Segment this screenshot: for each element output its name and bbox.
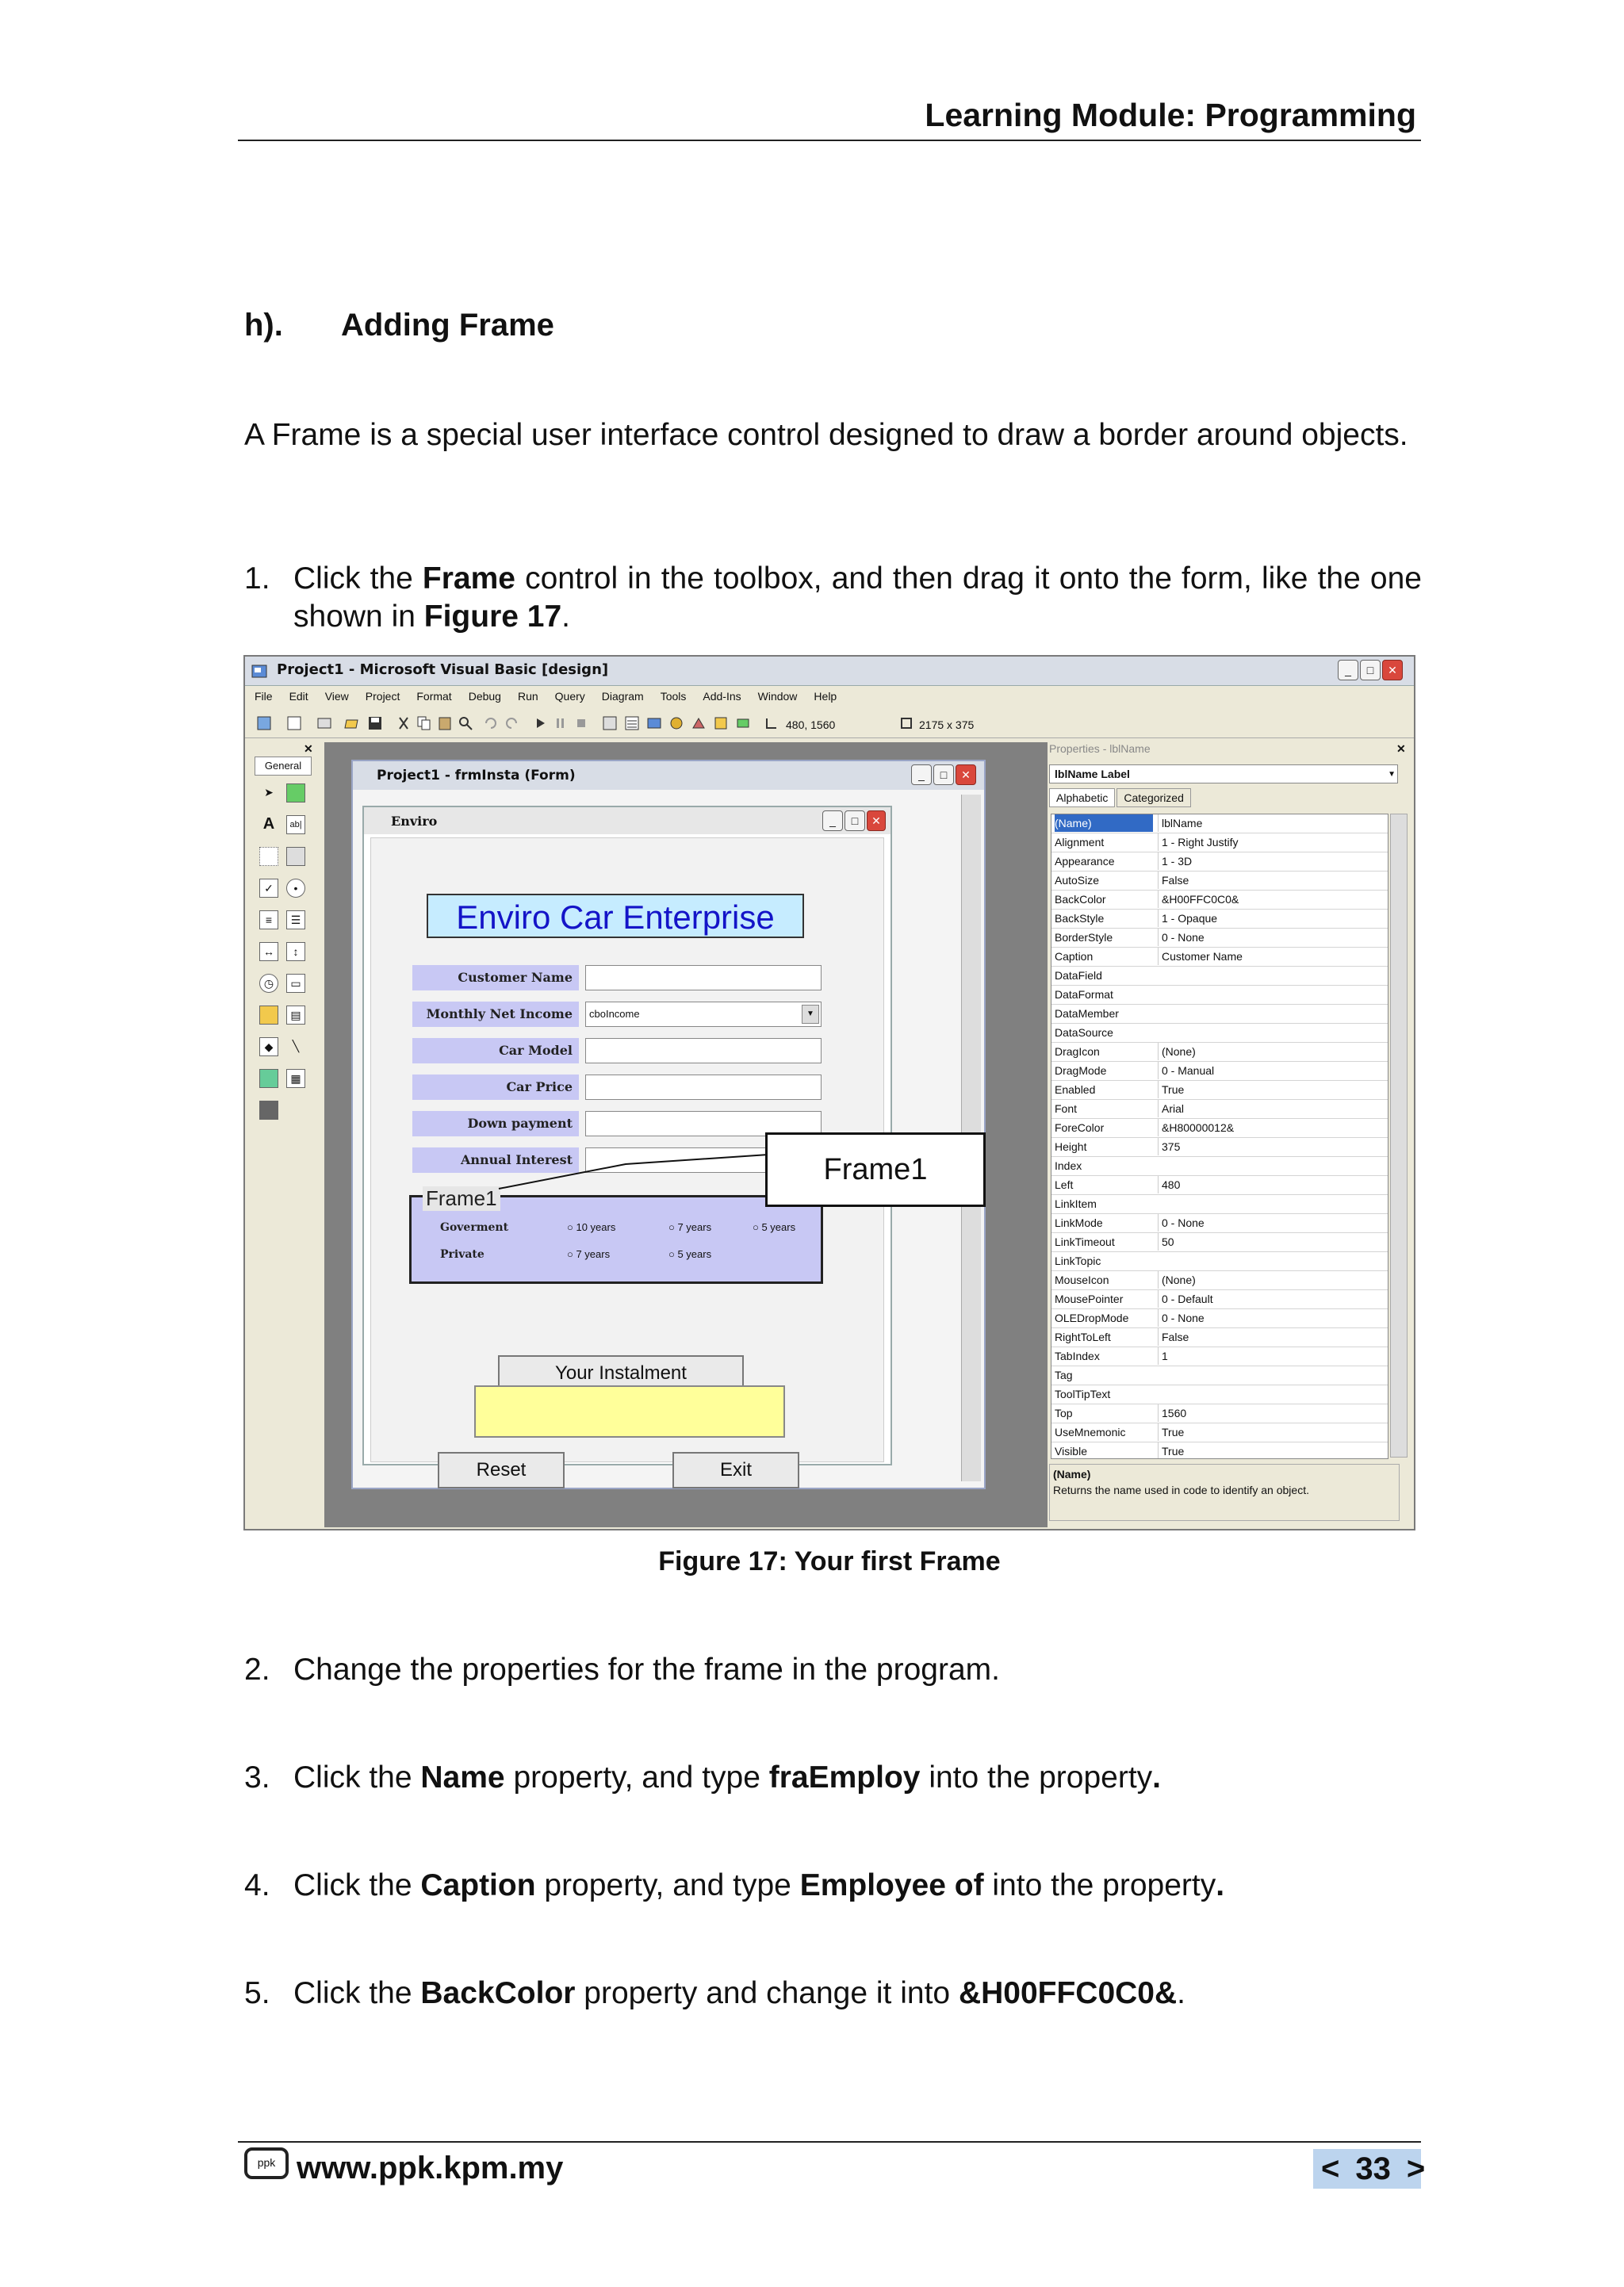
menu-query[interactable]: Query bbox=[554, 690, 585, 703]
properties-scrollbar[interactable] bbox=[1390, 814, 1408, 1458]
property-row[interactable] bbox=[1051, 929, 1388, 948]
property-row[interactable] bbox=[1051, 1214, 1388, 1233]
property-row[interactable] bbox=[1051, 1081, 1388, 1100]
ide-title: Project1 - Microsoft Visual Basic [design] bbox=[277, 661, 609, 678]
menu-file[interactable]: File bbox=[255, 690, 273, 703]
page-number-badge bbox=[1313, 2149, 1426, 2189]
property-row[interactable] bbox=[1051, 948, 1388, 967]
properties-tabs bbox=[1049, 788, 1398, 809]
next-page[interactable]: > bbox=[1406, 2151, 1426, 2186]
step-2 bbox=[244, 1651, 1422, 1689]
property-value[interactable]: 1 bbox=[1158, 1347, 1384, 1365]
property-row[interactable] bbox=[1051, 1271, 1388, 1290]
monthly-income-label: Monthly Net Income bbox=[412, 1002, 579, 1027]
property-value[interactable]: Arial bbox=[1158, 1100, 1384, 1117]
your-instalment-button[interactable]: Your Instalment bbox=[498, 1355, 744, 1392]
menu-diagram[interactable]: Diagram bbox=[601, 690, 644, 703]
menu-edit[interactable]: Edit bbox=[289, 690, 308, 703]
property-row[interactable] bbox=[1051, 986, 1388, 1005]
intro-paragraph: A Frame is a special user interface control designed to draw a border around objects. bbox=[244, 418, 1408, 452]
property-name: Appearance bbox=[1055, 855, 1115, 868]
menu-window[interactable]: Window bbox=[757, 690, 798, 703]
property-value[interactable]: False bbox=[1158, 1328, 1384, 1346]
property-name: OLEDropMode bbox=[1055, 1312, 1129, 1324]
step-3 bbox=[244, 1759, 1422, 1797]
property-row[interactable] bbox=[1051, 1423, 1388, 1442]
property-name: LinkMode bbox=[1055, 1216, 1103, 1229]
step-number: 3. bbox=[244, 1760, 270, 1795]
private-5-years-option[interactable]: ○ 5 years bbox=[668, 1248, 712, 1260]
property-name: RightToLeft bbox=[1055, 1331, 1111, 1343]
property-row[interactable] bbox=[1051, 1138, 1388, 1157]
size-readout: 2175 x 375 bbox=[919, 718, 975, 731]
vscrollbar-tool-icon[interactable]: ↕ bbox=[286, 942, 305, 961]
enviro-banner: Enviro Car Enterprise bbox=[427, 894, 804, 938]
shape-tool-icon[interactable]: ◆ bbox=[259, 1037, 278, 1056]
step-1 bbox=[244, 560, 1422, 636]
prev-page[interactable]: < bbox=[1321, 2151, 1340, 2186]
menu-format[interactable]: Format bbox=[416, 690, 452, 703]
property-row[interactable] bbox=[1051, 1347, 1388, 1366]
property-name: Left bbox=[1055, 1178, 1074, 1191]
enviro-maximize-button[interactable]: □ bbox=[845, 810, 865, 831]
property-value[interactable]: 50 bbox=[1158, 1233, 1384, 1251]
filelistbox-tool-icon[interactable]: ▤ bbox=[286, 1006, 305, 1025]
property-row[interactable] bbox=[1051, 1043, 1388, 1062]
property-name: DataMember bbox=[1055, 1007, 1119, 1020]
step-number: 1. bbox=[244, 561, 270, 596]
form-minimize-button[interactable]: _ bbox=[911, 764, 932, 785]
desc-text: Returns the name used in code to identify an object. bbox=[1053, 1484, 1309, 1496]
property-value[interactable]: 0 - None bbox=[1158, 1309, 1384, 1327]
property-name: UseMnemonic bbox=[1055, 1426, 1126, 1438]
private-label: Private bbox=[440, 1248, 485, 1261]
page-header bbox=[238, 94, 1421, 141]
gov-5-years-option[interactable]: ○ 5 years bbox=[753, 1221, 796, 1233]
maximize-button[interactable]: □ bbox=[1360, 660, 1381, 680]
menu-project[interactable]: Project bbox=[365, 690, 400, 703]
textbox-tool-icon[interactable]: ab| bbox=[286, 815, 305, 834]
property-value[interactable]: 0 - Default bbox=[1158, 1290, 1384, 1308]
position-readout: 480, 1560 bbox=[786, 718, 836, 731]
enviro-close-button[interactable]: ✕ bbox=[867, 810, 886, 831]
property-value[interactable]: 1 - Right Justify bbox=[1158, 833, 1384, 851]
property-value[interactable]: True bbox=[1158, 1081, 1384, 1098]
property-name: DragMode bbox=[1055, 1064, 1107, 1077]
menu-view[interactable]: View bbox=[324, 690, 349, 703]
exit-button[interactable]: Exit bbox=[672, 1452, 799, 1488]
monthly-income-combo[interactable]: cboIncome ▼ bbox=[585, 1002, 822, 1027]
property-value[interactable]: 480 bbox=[1158, 1176, 1384, 1193]
drivelistbox-tool-icon[interactable]: ▭ bbox=[286, 974, 305, 993]
step-text: Click the Frame control in the toolbox, and then drag it onto the form, like the one shown in Figure 17. bbox=[293, 561, 1422, 634]
tab-categorized[interactable]: Categorized bbox=[1116, 788, 1191, 807]
step-text: Click the Name property, and type fraEmploy into the property. bbox=[293, 1760, 1161, 1795]
property-name: BorderStyle bbox=[1055, 931, 1113, 944]
government-label: Goverment bbox=[440, 1221, 509, 1234]
step-text: Change the properties for the frame in the program. bbox=[293, 1653, 1000, 1687]
property-row[interactable] bbox=[1051, 1252, 1388, 1271]
form-close-button[interactable]: ✕ bbox=[956, 764, 976, 785]
property-row[interactable] bbox=[1051, 1062, 1388, 1081]
property-name: Index bbox=[1055, 1159, 1082, 1172]
property-row[interactable] bbox=[1051, 967, 1388, 986]
menu-run[interactable]: Run bbox=[517, 690, 538, 703]
property-name: LinkTimeout bbox=[1055, 1235, 1115, 1248]
property-value[interactable]: 375 bbox=[1158, 1138, 1384, 1155]
page-number: 33 bbox=[1355, 2151, 1391, 2186]
property-value[interactable]: 0 - None bbox=[1158, 1214, 1384, 1232]
property-name: Height bbox=[1055, 1140, 1087, 1153]
property-value[interactable]: &H00FFC0C0& bbox=[1158, 891, 1384, 908]
property-name: TabIndex bbox=[1055, 1350, 1100, 1362]
checkbox-tool-icon[interactable]: ✓ bbox=[259, 879, 278, 898]
optionbutton-tool-icon[interactable]: • bbox=[286, 879, 305, 898]
property-row[interactable] bbox=[1051, 833, 1388, 852]
property-row[interactable] bbox=[1051, 1157, 1388, 1176]
step-number: 2. bbox=[244, 1653, 270, 1687]
property-name: LinkItem bbox=[1055, 1197, 1097, 1210]
property-name: Enabled bbox=[1055, 1083, 1096, 1096]
property-value[interactable]: lblName bbox=[1158, 814, 1384, 832]
property-name: BackColor bbox=[1055, 893, 1106, 906]
properties-title: Properties - lblName bbox=[1049, 742, 1151, 755]
properties-window bbox=[1048, 742, 1412, 1527]
step-5 bbox=[244, 1975, 1422, 2013]
property-value[interactable]: (None) bbox=[1158, 1271, 1384, 1289]
vb-ide-screenshot bbox=[243, 655, 1415, 1530]
menu-tools[interactable]: Tools bbox=[660, 690, 687, 703]
section-heading bbox=[244, 308, 554, 343]
property-value[interactable]: True bbox=[1158, 1423, 1384, 1441]
private-7-years-option[interactable]: ○ 7 years bbox=[567, 1248, 611, 1260]
property-value[interactable]: 1 - 3D bbox=[1158, 852, 1384, 870]
section-title: Adding Frame bbox=[341, 308, 554, 343]
property-row[interactable] bbox=[1051, 1442, 1388, 1459]
desc-title: (Name) bbox=[1053, 1468, 1091, 1481]
menu-debug[interactable]: Debug bbox=[468, 690, 501, 703]
frame1-callout: Frame1 bbox=[765, 1132, 986, 1207]
property-name: LinkTopic bbox=[1055, 1255, 1101, 1267]
step-number: 5. bbox=[244, 1976, 270, 2010]
property-row[interactable] bbox=[1051, 1100, 1388, 1119]
property-row[interactable] bbox=[1051, 1195, 1388, 1214]
property-row[interactable] bbox=[1051, 1024, 1388, 1043]
gov-7-years-option[interactable]: ○ 7 years bbox=[668, 1221, 712, 1233]
property-name: Visible bbox=[1055, 1445, 1087, 1458]
property-row[interactable] bbox=[1051, 852, 1388, 872]
figure-caption: Figure 17: Your first Frame bbox=[658, 1546, 1001, 1576]
timer-tool-icon[interactable]: ◷ bbox=[259, 974, 278, 993]
step-4 bbox=[244, 1867, 1422, 1905]
section-number: h). bbox=[244, 308, 283, 343]
property-row[interactable] bbox=[1051, 1366, 1388, 1385]
property-value[interactable]: &H80000012& bbox=[1158, 1119, 1384, 1136]
property-row[interactable] bbox=[1051, 872, 1388, 891]
toolbox-general-tab[interactable]: General bbox=[255, 757, 312, 776]
property-name: ForeColor bbox=[1055, 1121, 1105, 1134]
frame1-caption: Frame1 bbox=[423, 1186, 500, 1211]
property-name: MouseIcon bbox=[1055, 1274, 1109, 1286]
hscrollbar-tool-icon[interactable]: ↔ bbox=[259, 942, 278, 961]
pointer-tool-icon[interactable]: ➤ bbox=[264, 786, 274, 799]
property-name: DataFormat bbox=[1055, 988, 1113, 1001]
property-name: DataField bbox=[1055, 969, 1102, 982]
header-title: Learning Module: Programming bbox=[925, 97, 1416, 133]
customer-name-label: Customer Name bbox=[412, 965, 579, 990]
property-row[interactable] bbox=[1051, 1005, 1388, 1024]
combobox-tool-icon[interactable]: ≡ bbox=[259, 910, 278, 929]
property-row[interactable] bbox=[1051, 814, 1388, 833]
property-row[interactable] bbox=[1051, 1385, 1388, 1404]
property-row[interactable] bbox=[1051, 1309, 1388, 1328]
property-name: Caption bbox=[1055, 950, 1094, 963]
property-name: DataSource bbox=[1055, 1026, 1113, 1039]
form-maximize-button[interactable]: □ bbox=[933, 764, 954, 785]
data-tool-icon[interactable]: ▦ bbox=[286, 1069, 305, 1088]
minimize-button[interactable]: _ bbox=[1338, 660, 1358, 680]
property-name: Tag bbox=[1055, 1369, 1073, 1381]
down-payment-label: Down payment bbox=[412, 1111, 579, 1136]
tab-alphabetic[interactable]: Alphabetic bbox=[1049, 788, 1115, 807]
property-value[interactable]: (None) bbox=[1158, 1043, 1384, 1060]
property-value[interactable]: Customer Name bbox=[1158, 948, 1384, 965]
property-name: ToolTipText bbox=[1055, 1388, 1111, 1400]
property-value[interactable]: 0 - None bbox=[1158, 929, 1384, 946]
property-name: AutoSize bbox=[1055, 874, 1100, 887]
step-text: Click the Caption property, and type Employee of into the property. bbox=[293, 1868, 1225, 1902]
property-row[interactable] bbox=[1051, 1233, 1388, 1252]
car-model-label: Car Model bbox=[412, 1038, 579, 1063]
enviro-form-title: Enviro bbox=[391, 814, 438, 829]
property-row[interactable] bbox=[1051, 1290, 1388, 1309]
close-button[interactable]: ✕ bbox=[1382, 660, 1403, 680]
step-number: 4. bbox=[244, 1868, 270, 1902]
property-row[interactable] bbox=[1051, 1404, 1388, 1423]
listbox-tool-icon[interactable]: ☰ bbox=[286, 910, 305, 929]
form-designer-title: Project1 - frmInsta (Form) bbox=[377, 768, 576, 783]
annual-interest-label: Annual Interest bbox=[412, 1147, 579, 1173]
toolbox-close-icon[interactable]: ✕ bbox=[304, 742, 313, 755]
menu-add-ins[interactable]: Add-Ins bbox=[703, 690, 741, 703]
ppk-logo-icon: ppk bbox=[244, 2147, 289, 2179]
property-value[interactable]: 1 - Opaque bbox=[1158, 910, 1384, 927]
property-row[interactable] bbox=[1051, 1119, 1388, 1138]
chevron-down-icon[interactable]: ▼ bbox=[1388, 770, 1396, 779]
footer-site-link[interactable]: www.ppk.kpm.my bbox=[297, 2151, 564, 2185]
property-value[interactable]: True bbox=[1158, 1442, 1384, 1459]
property-row[interactable] bbox=[1051, 1328, 1388, 1347]
property-name: (Name) bbox=[1055, 814, 1153, 832]
property-name: BackStyle bbox=[1055, 912, 1105, 925]
property-value[interactable]: 1560 bbox=[1158, 1404, 1384, 1422]
properties-object-combo[interactable]: lblName Label ▼ bbox=[1049, 764, 1398, 783]
property-name: Font bbox=[1055, 1102, 1078, 1115]
gov-10-years-option[interactable]: ○ 10 years bbox=[567, 1221, 616, 1233]
property-row[interactable] bbox=[1051, 891, 1388, 910]
enviro-minimize-button[interactable]: _ bbox=[822, 810, 843, 831]
property-name: MousePointer bbox=[1055, 1293, 1124, 1305]
properties-description bbox=[1049, 1464, 1400, 1521]
property-value[interactable]: 0 - Manual bbox=[1158, 1062, 1384, 1079]
property-row[interactable] bbox=[1051, 1176, 1388, 1195]
property-value[interactable]: False bbox=[1158, 872, 1384, 889]
step-text: Click the BackColor property and change it into &H00FFC0C0&. bbox=[293, 1976, 1186, 2010]
properties-close-icon[interactable]: ✕ bbox=[1396, 742, 1406, 755]
label-tool-icon[interactable]: A bbox=[262, 815, 275, 833]
properties-grid bbox=[1051, 814, 1388, 1459]
menu-help[interactable]: Help bbox=[814, 690, 837, 703]
property-row[interactable] bbox=[1051, 910, 1388, 929]
property-name: Top bbox=[1055, 1407, 1073, 1419]
car-price-label: Car Price bbox=[412, 1075, 579, 1100]
property-name: DragIcon bbox=[1055, 1045, 1100, 1058]
line-tool-icon[interactable]: ╲ bbox=[292, 1040, 300, 1052]
chevron-down-icon[interactable]: ▼ bbox=[802, 1005, 819, 1024]
reset-button[interactable]: Reset bbox=[438, 1452, 565, 1488]
property-name: Alignment bbox=[1055, 836, 1105, 849]
